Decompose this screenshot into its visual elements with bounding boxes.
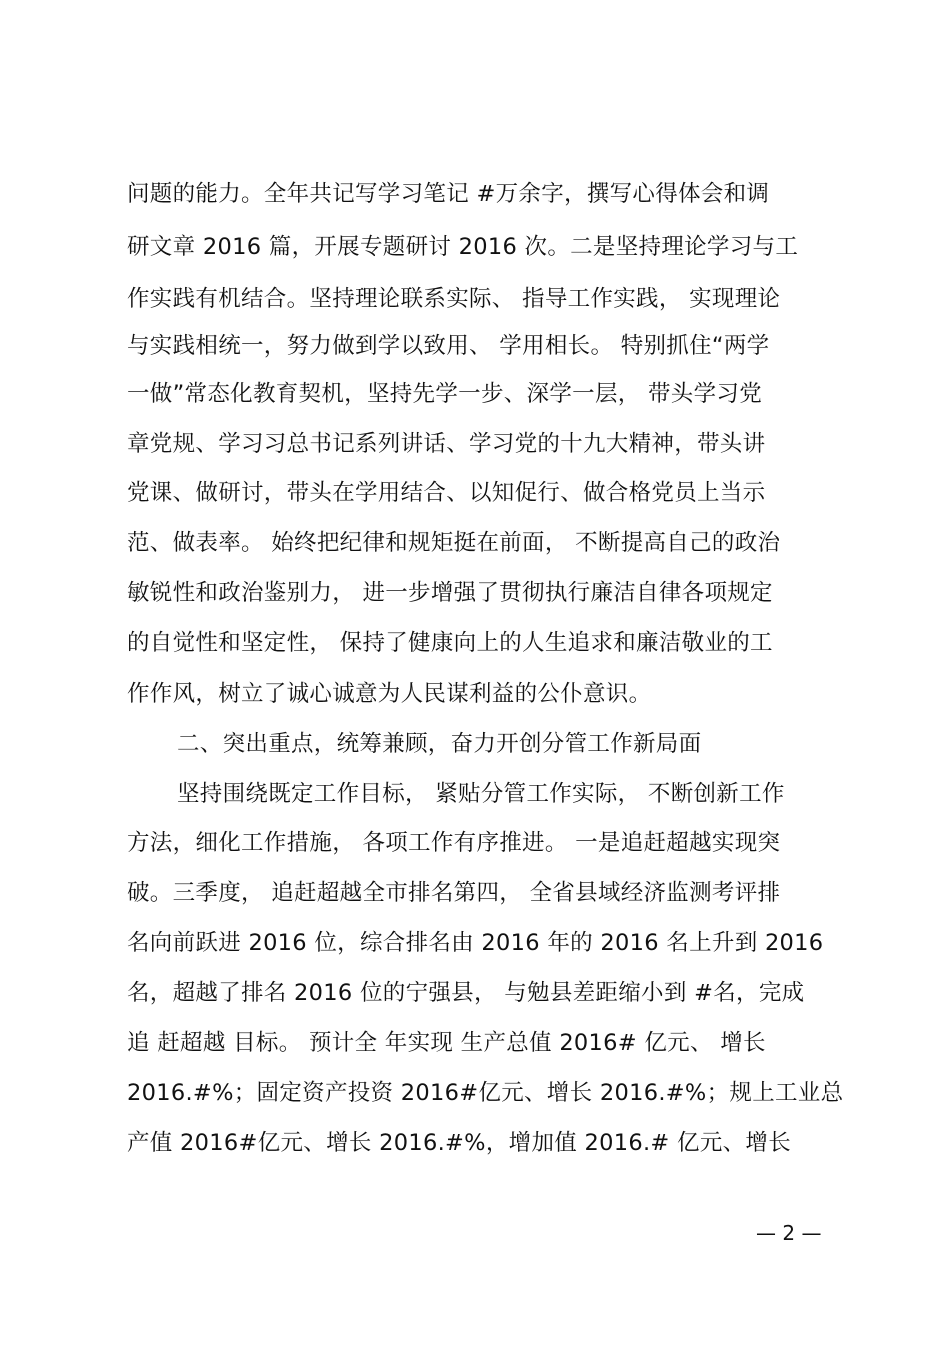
text-line-2: 研文章 2016 篇，开展专题研讨 2016 次。二是坚持理论学习与工 <box>127 234 799 260</box>
text-line-14: 方法，细化工作措施， 各项工作有序推进。 一是追赶超越实现突 <box>127 830 781 856</box>
text-line-9: 敏锐性和政治鉴别力， 进一步增强了贯彻执行廉洁自律各项规定 <box>127 580 773 606</box>
section-heading: 二、突出重点，统筹兼顾，奋力开创分管工作新局面 <box>177 731 702 757</box>
page-number: — 2 — <box>756 1221 822 1245</box>
text-line-20: 产值 2016#亿元、增长 2016.#%，增加值 2016.# 亿元、增长 <box>127 1130 792 1156</box>
text-line-6: 章党规、学习习总书记系列讲话、学习党的十九大精神，带头讲 <box>127 431 766 457</box>
text-line-11: 作作风，树立了诚心诚意为人民谋利益的公仆意识。 <box>127 681 652 707</box>
text-line-17: 名，超越了排名 2016 位的宁强县， 与勉县差距缩小到 #名，完成 <box>127 980 805 1006</box>
text-line-18: 追 赶超越 目标。 预计全 年实现 生产总值 2016# 亿元、 增长 <box>127 1030 766 1056</box>
text-line-8: 范、做表率。 始终把纪律和规矩挺在前面， 不断提高自己的政治 <box>127 530 781 556</box>
text-line-10: 的自觉性和坚定性， 保持了健康向上的人生追求和廉洁敬业的工 <box>127 630 773 656</box>
text-line-19: 2016.#%；固定资产投资 2016#亿元、增长 2016.#%；规上工业总 <box>127 1080 844 1106</box>
text-line-3: 作实践有机结合。坚持理论联系实际、 指导工作实践， 实现理论 <box>127 286 781 312</box>
text-line-1: 问题的能力。全年共记写学习笔记 #万余字，撰写心得体会和调 <box>127 181 770 207</box>
text-line-16: 名向前跃进 2016 位，综合排名由 2016 年的 2016 名上升到 2016 <box>127 930 824 956</box>
text-line-15: 破。三季度， 追赶超越全市排名第四， 全省县域经济监测考评排 <box>127 880 781 906</box>
text-line-13: 坚持围绕既定工作目标， 紧贴分管工作实际， 不断创新工作 <box>177 781 785 807</box>
text-line-7: 党课、做研讨，带头在学用结合、以知促行、做合格党员上当示 <box>127 480 766 506</box>
text-line-4: 与实践相统一，努力做到学以致用、 学用相长。 特别抓住“两学 <box>127 333 770 359</box>
text-line-5: 一做”常态化教育契机，坚持先学一步、深学一层， 带头学习党 <box>127 381 763 407</box>
